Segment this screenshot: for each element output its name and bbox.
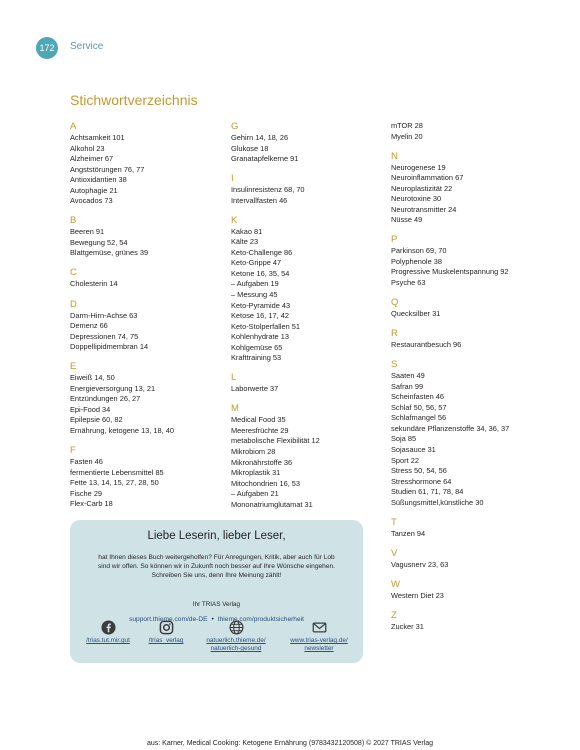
index-column-3	[391, 121, 509, 641]
index-group	[391, 359, 509, 508]
reader-feedback-box	[70, 520, 363, 663]
index-entry: Saaten 49	[391, 371, 425, 381]
index-entry: Psyche 63	[391, 278, 426, 288]
index-letter: T	[391, 516, 397, 528]
footer-citation: aus: Karner, Medical Cooking: Ketogene Ernährung (9783432120508) © 2027 TRIAS Verlag	[147, 740, 433, 747]
index-entry: Neurotransmitter 24	[391, 204, 457, 214]
index-entry: Vagusnerv 23, 63	[391, 559, 449, 569]
index-letter: L	[231, 372, 237, 384]
index-entry: Progressive Muskelentspannung 92	[391, 267, 509, 277]
index-entry: Neuroplastizität 22	[391, 183, 453, 193]
index-letter: W	[391, 578, 400, 590]
index-entry: Keto-Grippe 47	[231, 258, 282, 268]
index-entry: Meeresfrüchte 29	[231, 425, 289, 435]
instagram-icon	[159, 620, 174, 635]
index-column-1	[70, 121, 174, 518]
index-letter: B	[70, 215, 77, 227]
index-letter: D	[70, 298, 77, 310]
social-links	[70, 620, 363, 660]
index-letter: A	[70, 121, 77, 132]
index-letter: I	[231, 173, 234, 185]
index-entry: Neuroinflammation 67	[391, 173, 464, 183]
index-letter: P	[391, 234, 398, 246]
index-entry: Kakao 81	[231, 226, 263, 236]
product-safety-link[interactable]: thieme.com/produktsicherheit	[217, 616, 304, 623]
index-entry: Laborwerte 37	[231, 384, 279, 394]
index-entry: Avocados 73	[70, 196, 113, 206]
index-entry: Keto-Stolperfallen 51	[231, 321, 301, 331]
mail-icon	[312, 620, 327, 635]
index-group	[70, 267, 174, 290]
index-group	[391, 579, 509, 602]
link-separator: •	[211, 616, 214, 623]
index-group	[391, 548, 509, 571]
page-number-badge: 172	[36, 37, 58, 59]
index-entry: Neurogenese 19	[391, 162, 446, 172]
website-link[interactable]	[198, 620, 274, 653]
index-group	[70, 121, 174, 207]
index-entry: Gehirn 14, 18, 26	[231, 133, 289, 142]
index-entry: Fette 13, 14, 15, 27, 28, 50	[70, 478, 159, 488]
index-entry: Alkohol 23	[70, 143, 105, 153]
feedback-line: Schreiben Sie uns, denn Ihre Meinung zählt!	[151, 572, 282, 580]
index-letter: Q	[391, 297, 399, 309]
index-letter: G	[231, 121, 239, 132]
feedback-line: hat Ihnen dieses Buch weitergeholfen? Für Anregungen, Kritik, aber auch für Lob	[98, 554, 335, 561]
index-entry: Keto-Pyramide 43	[231, 300, 291, 310]
index-entry: Soja 85	[391, 434, 417, 444]
index-group	[391, 234, 509, 288]
index-group	[231, 372, 320, 395]
index-entry: – Aufgaben 19	[231, 279, 279, 289]
index-group	[391, 610, 509, 633]
index-entry: Polyphenole 38	[391, 256, 442, 266]
index-entry: fermentierte Lebensmittel 85	[70, 467, 164, 477]
index-entry: Intervallfasten 46	[231, 195, 288, 205]
index-entry: – Messung 45	[231, 290, 278, 300]
index-entry: Medical Food 35	[231, 415, 286, 425]
index-entry: Ernährung, ketogene 13, 18, 40	[70, 425, 174, 435]
index-entry: Schlaf 50, 56, 57	[391, 402, 447, 412]
index-letter: E	[70, 361, 77, 373]
index-group	[391, 328, 509, 351]
index-entry: Sport 22	[391, 455, 419, 465]
facebook-icon	[101, 620, 116, 635]
index-entry: Demenz 66	[70, 321, 108, 331]
index-entry: Schlafmangel 56	[391, 413, 447, 423]
index-entry: Stress 50, 54, 56	[391, 466, 447, 476]
instagram-handle: /trias_verlag	[148, 637, 184, 644]
index-entry: Mononatriumglutamat 31	[231, 499, 313, 509]
index-group	[231, 403, 320, 510]
index-group	[70, 361, 174, 436]
website-url: natuerlich.thieme.de/	[206, 637, 266, 644]
index-entry: Flex-Carb 18	[70, 499, 113, 509]
index-entry: mTOR 28	[391, 121, 423, 130]
index-entry: Doppellipidmembran 14	[70, 342, 149, 352]
index-entry: Mikroplastik 31	[231, 468, 281, 478]
index-entry: Glukose 18	[231, 143, 269, 153]
index-entry: Restaurantbesuch 96	[391, 340, 462, 350]
index-entry: Bewegung 52, 54	[70, 237, 128, 247]
index-entry: Entzündungen 26, 27	[70, 394, 141, 404]
index-letter: Z	[391, 609, 397, 621]
index-entry: Studien 61, 71, 78, 84	[391, 487, 464, 497]
index-entry: Fasten 46	[70, 456, 103, 466]
index-group	[231, 215, 320, 364]
index-letter: F	[70, 444, 76, 456]
index-group	[391, 297, 509, 320]
index-entry: Fische 29	[70, 488, 103, 498]
index-entry: Angststörungen 76, 77	[70, 164, 145, 174]
index-entry: Nüsse 49	[391, 215, 423, 225]
index-group	[70, 215, 174, 259]
index-entry: Achtsamkeit 101	[70, 133, 125, 142]
index-group	[70, 299, 174, 353]
feedback-heading: Liebe Leserin, lieber Leser,	[147, 530, 286, 542]
index-entry: Ketone 16, 35, 54	[231, 268, 290, 278]
newsletter-url: www.trias-verlag.de/	[290, 637, 348, 644]
index-entry: Mitochondrien 16, 53	[231, 478, 301, 488]
section-label: Service	[70, 41, 104, 52]
index-entry: Blattgemüse, grünes 39	[70, 248, 149, 258]
index-entry: Mikrobiom 28	[231, 447, 276, 457]
index-entry: Beeren 91	[70, 227, 105, 237]
index-entry: Kohlgemüse 65	[231, 342, 283, 352]
index-entry: Ketose 16, 17, 42	[231, 311, 289, 321]
index-title: Stichwortverzeichnis	[70, 92, 198, 108]
feedback-body	[80, 553, 353, 581]
index-entry: Eiweiß 14, 50	[70, 373, 115, 383]
index-entry: Epilepsie 60, 82	[70, 415, 123, 425]
index-entry: sekundäre Pflanzenstoffe 34, 36, 37	[391, 423, 510, 433]
index-entry: Granatapfelkerne 91	[231, 154, 299, 164]
index-group	[391, 151, 509, 226]
index-group	[231, 173, 320, 206]
index-letter: R	[391, 328, 398, 340]
index-entry: Energieversorgung 13, 21	[70, 383, 156, 393]
index-letter: S	[391, 359, 398, 371]
index-entry: Keto-Challenge 86	[231, 247, 293, 257]
index-letter: K	[231, 214, 238, 226]
index-entry: Stresshormone 64	[391, 476, 452, 486]
index-entry: Neurotoxine 30	[391, 194, 442, 204]
index-entry: Autophagie 21	[70, 185, 118, 195]
newsletter-link[interactable]	[280, 620, 358, 653]
index-letter: N	[391, 150, 398, 162]
index-entry: – Aufgaben 21	[231, 489, 279, 499]
feedback-line: sind wir offen. So können wir in Zukunft noch besser auf Ihre Wünsche eingehen.	[97, 563, 336, 571]
index-entry: Cholesterin 14	[70, 279, 118, 289]
index-entry: Mikronährstoffe 36	[231, 457, 293, 467]
instagram-link[interactable]	[144, 620, 188, 645]
index-entry: Safran 99	[391, 381, 424, 391]
index-group	[70, 445, 174, 510]
index-letter: C	[70, 267, 77, 279]
index-entry: Sojasauce 31	[391, 444, 436, 454]
index-entry: Parkinson 69, 70	[391, 246, 447, 256]
index-entry: Scheinfasten 46	[391, 392, 445, 402]
feedback-signature: Ihr TRIAS Verlag	[192, 601, 241, 608]
index-letter: V	[391, 547, 398, 559]
support-link[interactable]: support.thieme.com/de-DE	[129, 616, 208, 623]
index-entry: Darm-Hirn-Achse 63	[70, 310, 138, 320]
index-entry: Antioxidantien 38	[70, 175, 127, 185]
index-group	[391, 121, 509, 142]
index-column-2	[231, 121, 320, 519]
index-entry: Epi-Food 34	[70, 404, 111, 414]
index-entry: Kohlenhydrate 13	[231, 332, 289, 342]
index-entry: Zucker 31	[391, 621, 424, 631]
index-entry: Western Diet 23	[391, 590, 444, 600]
newsletter-url: newsletter	[304, 645, 334, 652]
index-letter: M	[231, 403, 239, 415]
index-entry: Myelin 20	[391, 131, 423, 141]
index-entry: metabolische Flexibilität 12	[231, 436, 320, 446]
facebook-handle: /trias.tut.mir.gut	[86, 637, 130, 644]
index-entry: Krafttraining 53	[231, 353, 282, 363]
index-entry: Kälte 23	[231, 237, 259, 247]
index-group	[231, 121, 320, 165]
index-entry: Tanzen 94	[391, 528, 426, 538]
index-entry: Quecksilber 31	[391, 309, 441, 319]
index-entry: Alzheimer 67	[70, 154, 114, 164]
globe-icon	[229, 620, 244, 635]
index-entry: Depressionen 74, 75	[70, 331, 139, 341]
facebook-link[interactable]	[82, 620, 134, 645]
index-entry: Insulinresistenz 68, 70	[231, 185, 305, 195]
index-group	[391, 517, 509, 540]
website-url: natuerlich-gesund	[210, 645, 262, 652]
index-entry: Süßungsmittel,künstliche 30	[391, 497, 484, 507]
